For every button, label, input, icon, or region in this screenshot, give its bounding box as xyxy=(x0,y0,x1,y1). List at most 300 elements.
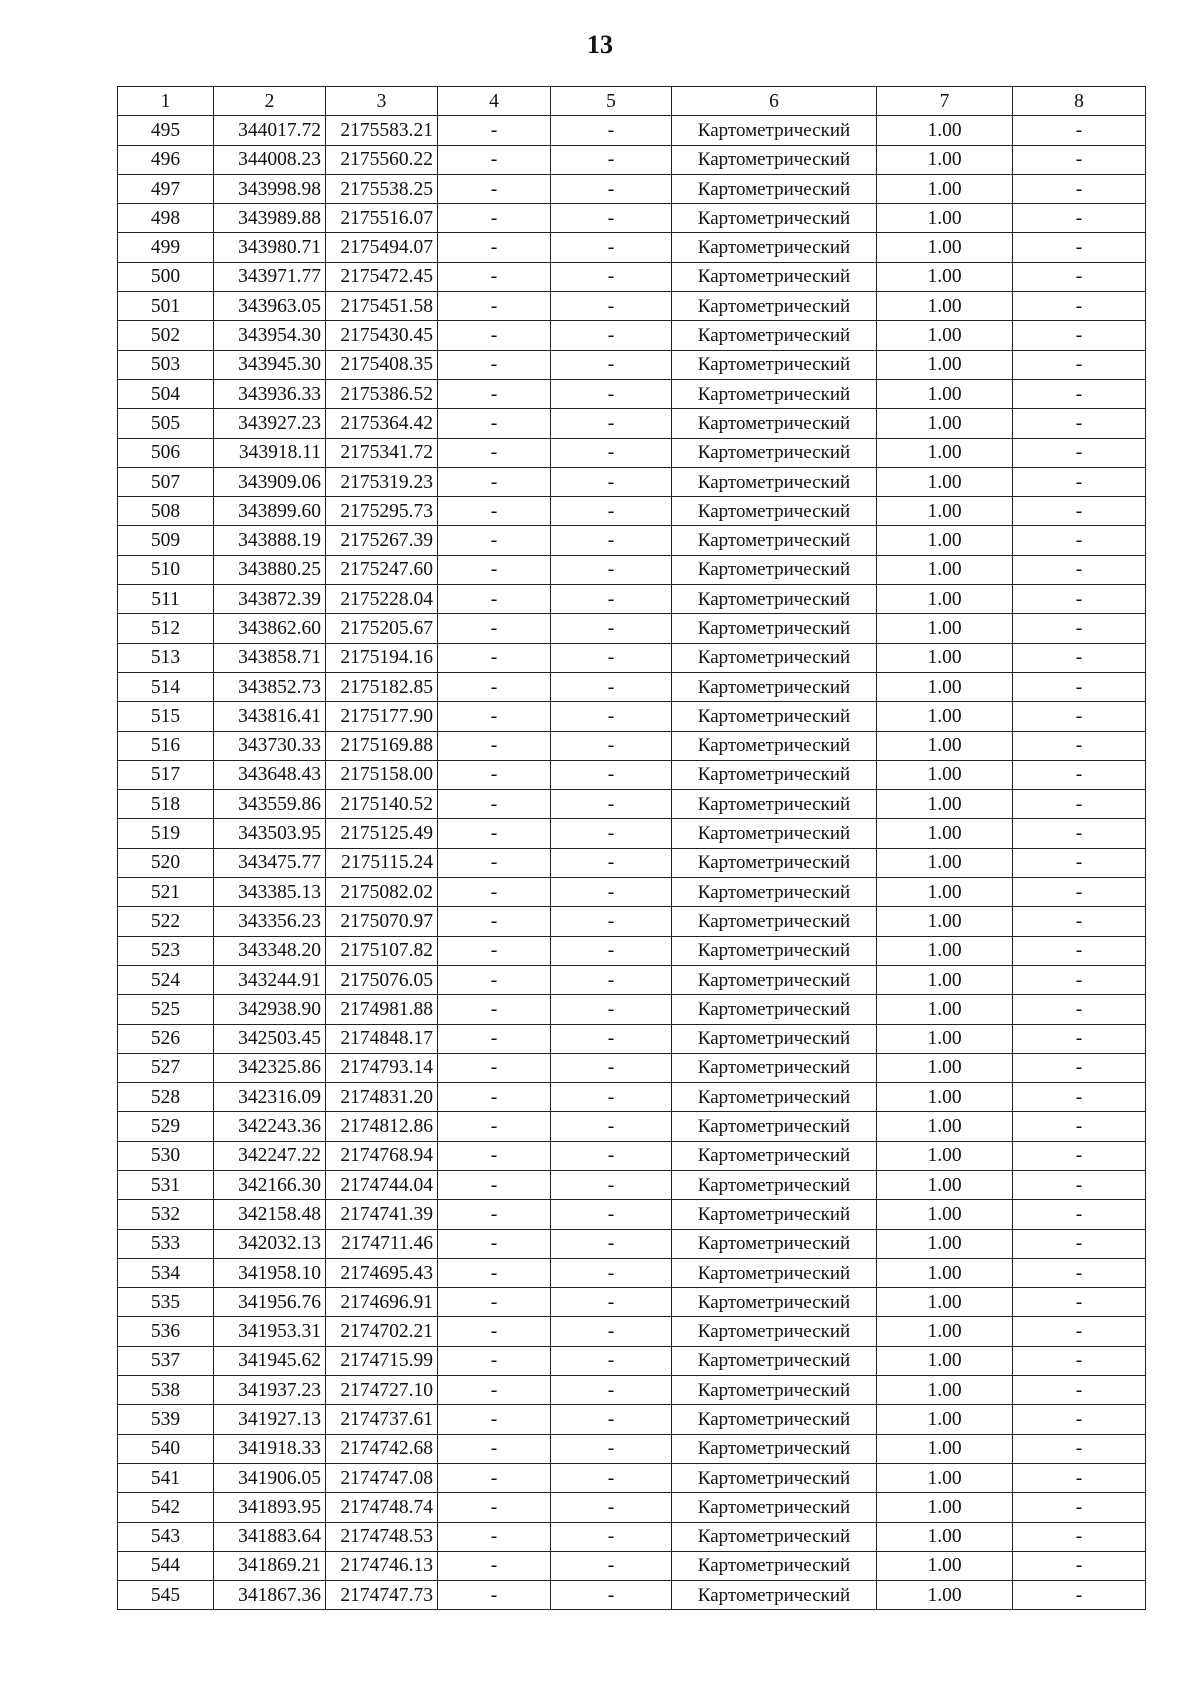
method-cell: Картометрический xyxy=(672,1141,877,1170)
col8-cell: - xyxy=(1013,760,1146,789)
y-coordinate-cell: 2175076.05 xyxy=(326,965,438,994)
y-coordinate-cell: 2175070.97 xyxy=(326,907,438,936)
table-row xyxy=(118,790,1146,819)
x-coordinate-cell: 342503.45 xyxy=(214,1024,326,1053)
col5-cell: - xyxy=(551,643,672,672)
y-coordinate-cell: 2175158.00 xyxy=(326,760,438,789)
col4-cell: - xyxy=(438,526,551,555)
method-cell: Картометрический xyxy=(672,233,877,262)
col5-cell: - xyxy=(551,790,672,819)
y-coordinate-cell: 2175194.16 xyxy=(326,643,438,672)
point-number-cell: 509 xyxy=(118,526,214,555)
point-number-cell: 516 xyxy=(118,731,214,760)
table-row xyxy=(118,174,1146,203)
point-number-cell: 518 xyxy=(118,790,214,819)
x-coordinate-cell: 343980.71 xyxy=(214,233,326,262)
method-cell: Картометрический xyxy=(672,1493,877,1522)
method-cell: Картометрический xyxy=(672,1376,877,1405)
method-cell: Картометрический xyxy=(672,1229,877,1258)
accuracy-cell: 1.00 xyxy=(877,1024,1013,1053)
accuracy-cell: 1.00 xyxy=(877,438,1013,467)
x-coordinate-cell: 343888.19 xyxy=(214,526,326,555)
x-coordinate-cell: 341958.10 xyxy=(214,1258,326,1287)
point-number-cell: 514 xyxy=(118,672,214,701)
y-coordinate-cell: 2174747.73 xyxy=(326,1581,438,1610)
method-cell: Картометрический xyxy=(672,907,877,936)
x-coordinate-cell: 343503.95 xyxy=(214,819,326,848)
col5-cell: - xyxy=(551,409,672,438)
x-coordinate-cell: 342158.48 xyxy=(214,1200,326,1229)
col8-cell: - xyxy=(1013,555,1146,584)
col4-cell: - xyxy=(438,1376,551,1405)
accuracy-cell: 1.00 xyxy=(877,1317,1013,1346)
point-number-cell: 506 xyxy=(118,438,214,467)
y-coordinate-cell: 2175472.45 xyxy=(326,262,438,291)
col4-cell: - xyxy=(438,848,551,877)
y-coordinate-cell: 2175107.82 xyxy=(326,936,438,965)
accuracy-cell: 1.00 xyxy=(877,292,1013,321)
x-coordinate-cell: 342316.09 xyxy=(214,1083,326,1112)
accuracy-cell: 1.00 xyxy=(877,643,1013,672)
point-number-cell: 502 xyxy=(118,321,214,350)
y-coordinate-cell: 2175583.21 xyxy=(326,116,438,145)
accuracy-cell: 1.00 xyxy=(877,1053,1013,1082)
col5-cell: - xyxy=(551,174,672,203)
y-coordinate-cell: 2175364.42 xyxy=(326,409,438,438)
col8-cell: - xyxy=(1013,790,1146,819)
point-number-cell: 517 xyxy=(118,760,214,789)
point-number-cell: 498 xyxy=(118,204,214,233)
y-coordinate-cell: 2174793.14 xyxy=(326,1053,438,1082)
x-coordinate-cell: 343559.86 xyxy=(214,790,326,819)
point-number-cell: 508 xyxy=(118,497,214,526)
method-cell: Картометрический xyxy=(672,878,877,907)
col4-cell: - xyxy=(438,1258,551,1287)
accuracy-cell: 1.00 xyxy=(877,1200,1013,1229)
col4-cell: - xyxy=(438,1200,551,1229)
method-cell: Картометрический xyxy=(672,145,877,174)
table-row xyxy=(118,878,1146,907)
col4-cell: - xyxy=(438,1463,551,1492)
accuracy-cell: 1.00 xyxy=(877,1112,1013,1141)
point-number-cell: 535 xyxy=(118,1288,214,1317)
table-row xyxy=(118,233,1146,262)
y-coordinate-cell: 2175341.72 xyxy=(326,438,438,467)
col4-cell: - xyxy=(438,497,551,526)
method-cell: Картометрический xyxy=(672,1288,877,1317)
col4-cell: - xyxy=(438,1024,551,1053)
accuracy-cell: 1.00 xyxy=(877,497,1013,526)
col8-cell: - xyxy=(1013,1581,1146,1610)
col8-cell: - xyxy=(1013,1170,1146,1199)
method-cell: Картометрический xyxy=(672,526,877,555)
x-coordinate-cell: 343945.30 xyxy=(214,350,326,379)
col5-cell: - xyxy=(551,467,672,496)
x-coordinate-cell: 343862.60 xyxy=(214,614,326,643)
table-row xyxy=(118,643,1146,672)
point-number-cell: 544 xyxy=(118,1551,214,1580)
x-coordinate-cell: 343730.33 xyxy=(214,731,326,760)
point-number-cell: 496 xyxy=(118,145,214,174)
point-number-cell: 505 xyxy=(118,409,214,438)
col5-cell: - xyxy=(551,1200,672,1229)
col4-cell: - xyxy=(438,438,551,467)
col4-cell: - xyxy=(438,555,551,584)
point-number-cell: 533 xyxy=(118,1229,214,1258)
col8-cell: - xyxy=(1013,526,1146,555)
col4-cell: - xyxy=(438,350,551,379)
table-row xyxy=(118,1522,1146,1551)
accuracy-cell: 1.00 xyxy=(877,1083,1013,1112)
x-coordinate-cell: 342243.36 xyxy=(214,1112,326,1141)
col5-cell: - xyxy=(551,936,672,965)
method-cell: Картометрический xyxy=(672,350,877,379)
method-cell: Картометрический xyxy=(672,497,877,526)
table-row xyxy=(118,145,1146,174)
method-cell: Картометрический xyxy=(672,672,877,701)
x-coordinate-cell: 343954.30 xyxy=(214,321,326,350)
page-number: 13 xyxy=(587,30,613,59)
col4-cell: - xyxy=(438,467,551,496)
col4-cell: - xyxy=(438,995,551,1024)
table-row xyxy=(118,497,1146,526)
method-cell: Картометрический xyxy=(672,1170,877,1199)
point-number-cell: 507 xyxy=(118,467,214,496)
col5-cell: - xyxy=(551,1463,672,1492)
accuracy-cell: 1.00 xyxy=(877,204,1013,233)
table-row xyxy=(118,409,1146,438)
method-cell: Картометрический xyxy=(672,1258,877,1287)
point-number-cell: 500 xyxy=(118,262,214,291)
point-number-cell: 543 xyxy=(118,1522,214,1551)
col5-cell: - xyxy=(551,1522,672,1551)
x-coordinate-cell: 342247.22 xyxy=(214,1141,326,1170)
table-row xyxy=(118,1376,1146,1405)
col8-cell: - xyxy=(1013,1493,1146,1522)
point-number-cell: 536 xyxy=(118,1317,214,1346)
table-row xyxy=(118,1493,1146,1522)
method-cell: Картометрический xyxy=(672,116,877,145)
y-coordinate-cell: 2174727.10 xyxy=(326,1376,438,1405)
x-coordinate-cell: 341883.64 xyxy=(214,1522,326,1551)
col8-cell: - xyxy=(1013,1288,1146,1317)
col4-cell: - xyxy=(438,1405,551,1434)
table-row xyxy=(118,907,1146,936)
accuracy-cell: 1.00 xyxy=(877,526,1013,555)
x-coordinate-cell: 343356.23 xyxy=(214,907,326,936)
y-coordinate-cell: 2175169.88 xyxy=(326,731,438,760)
point-number-cell: 513 xyxy=(118,643,214,672)
x-coordinate-cell: 344017.72 xyxy=(214,116,326,145)
y-coordinate-cell: 2174812.86 xyxy=(326,1112,438,1141)
col4-cell: - xyxy=(438,1493,551,1522)
col4-cell: - xyxy=(438,1170,551,1199)
method-cell: Картометрический xyxy=(672,1083,877,1112)
table-row xyxy=(118,585,1146,614)
method-cell: Картометрический xyxy=(672,790,877,819)
col4-cell: - xyxy=(438,614,551,643)
method-cell: Картометрический xyxy=(672,438,877,467)
col8-cell: - xyxy=(1013,702,1146,731)
col8-cell: - xyxy=(1013,1317,1146,1346)
col8-cell: - xyxy=(1013,350,1146,379)
x-coordinate-cell: 342938.90 xyxy=(214,995,326,1024)
y-coordinate-cell: 2175082.02 xyxy=(326,878,438,907)
x-coordinate-cell: 341893.95 xyxy=(214,1493,326,1522)
col8-cell: - xyxy=(1013,1551,1146,1580)
col8-cell: - xyxy=(1013,497,1146,526)
accuracy-cell: 1.00 xyxy=(877,1376,1013,1405)
x-coordinate-cell: 342325.86 xyxy=(214,1053,326,1082)
y-coordinate-cell: 2174848.17 xyxy=(326,1024,438,1053)
col5-cell: - xyxy=(551,1083,672,1112)
x-coordinate-cell: 343475.77 xyxy=(214,848,326,877)
y-coordinate-cell: 2175538.25 xyxy=(326,174,438,203)
table-row xyxy=(118,1288,1146,1317)
col8-cell: - xyxy=(1013,145,1146,174)
y-coordinate-cell: 2175205.67 xyxy=(326,614,438,643)
accuracy-cell: 1.00 xyxy=(877,350,1013,379)
x-coordinate-cell: 343852.73 xyxy=(214,672,326,701)
table-row xyxy=(118,702,1146,731)
y-coordinate-cell: 2175408.35 xyxy=(326,350,438,379)
col4-cell: - xyxy=(438,292,551,321)
y-coordinate-cell: 2175267.39 xyxy=(326,526,438,555)
table-row xyxy=(118,1581,1146,1610)
x-coordinate-cell: 343858.71 xyxy=(214,643,326,672)
y-coordinate-cell: 2174741.39 xyxy=(326,1200,438,1229)
table-body xyxy=(118,116,1146,1610)
col5-cell: - xyxy=(551,965,672,994)
column-header: 2 xyxy=(214,87,326,116)
col8-cell: - xyxy=(1013,965,1146,994)
col4-cell: - xyxy=(438,819,551,848)
point-number-cell: 497 xyxy=(118,174,214,203)
col5-cell: - xyxy=(551,1376,672,1405)
col4-cell: - xyxy=(438,672,551,701)
accuracy-cell: 1.00 xyxy=(877,936,1013,965)
point-number-cell: 542 xyxy=(118,1493,214,1522)
point-number-cell: 541 xyxy=(118,1463,214,1492)
col5-cell: - xyxy=(551,995,672,1024)
table-row xyxy=(118,1170,1146,1199)
table-row xyxy=(118,262,1146,291)
y-coordinate-cell: 2174748.74 xyxy=(326,1493,438,1522)
col4-cell: - xyxy=(438,116,551,145)
col5-cell: - xyxy=(551,1258,672,1287)
method-cell: Картометрический xyxy=(672,965,877,994)
accuracy-cell: 1.00 xyxy=(877,819,1013,848)
accuracy-cell: 1.00 xyxy=(877,614,1013,643)
y-coordinate-cell: 2175516.07 xyxy=(326,204,438,233)
col5-cell: - xyxy=(551,1170,672,1199)
col4-cell: - xyxy=(438,907,551,936)
col8-cell: - xyxy=(1013,1141,1146,1170)
col8-cell: - xyxy=(1013,467,1146,496)
col5-cell: - xyxy=(551,907,672,936)
col4-cell: - xyxy=(438,1551,551,1580)
col8-cell: - xyxy=(1013,174,1146,203)
accuracy-cell: 1.00 xyxy=(877,1581,1013,1610)
x-coordinate-cell: 343971.77 xyxy=(214,262,326,291)
accuracy-cell: 1.00 xyxy=(877,672,1013,701)
col8-cell: - xyxy=(1013,379,1146,408)
col8-cell: - xyxy=(1013,585,1146,614)
x-coordinate-cell: 342166.30 xyxy=(214,1170,326,1199)
accuracy-cell: 1.00 xyxy=(877,995,1013,1024)
col4-cell: - xyxy=(438,936,551,965)
col5-cell: - xyxy=(551,526,672,555)
point-number-cell: 521 xyxy=(118,878,214,907)
col4-cell: - xyxy=(438,760,551,789)
method-cell: Картометрический xyxy=(672,409,877,438)
point-number-cell: 526 xyxy=(118,1024,214,1053)
column-header: 8 xyxy=(1013,87,1146,116)
point-number-cell: 510 xyxy=(118,555,214,584)
table-row xyxy=(118,1053,1146,1082)
col8-cell: - xyxy=(1013,292,1146,321)
method-cell: Картометрический xyxy=(672,467,877,496)
column-header: 3 xyxy=(326,87,438,116)
accuracy-cell: 1.00 xyxy=(877,1463,1013,1492)
accuracy-cell: 1.00 xyxy=(877,965,1013,994)
col4-cell: - xyxy=(438,321,551,350)
y-coordinate-cell: 2175295.73 xyxy=(326,497,438,526)
x-coordinate-cell: 343648.43 xyxy=(214,760,326,789)
col8-cell: - xyxy=(1013,819,1146,848)
column-header: 5 xyxy=(551,87,672,116)
method-cell: Картометрический xyxy=(672,1024,877,1053)
col5-cell: - xyxy=(551,321,672,350)
table-row xyxy=(118,555,1146,584)
accuracy-cell: 1.00 xyxy=(877,1170,1013,1199)
coordinates-table xyxy=(117,86,1146,1610)
method-cell: Картометрический xyxy=(672,174,877,203)
method-cell: Картометрический xyxy=(672,1112,877,1141)
method-cell: Картометрический xyxy=(672,1463,877,1492)
point-number-cell: 525 xyxy=(118,995,214,1024)
table-row xyxy=(118,731,1146,760)
accuracy-cell: 1.00 xyxy=(877,409,1013,438)
y-coordinate-cell: 2175319.23 xyxy=(326,467,438,496)
method-cell: Картометрический xyxy=(672,848,877,877)
col8-cell: - xyxy=(1013,1229,1146,1258)
y-coordinate-cell: 2175182.85 xyxy=(326,672,438,701)
point-number-cell: 523 xyxy=(118,936,214,965)
y-coordinate-cell: 2174715.99 xyxy=(326,1346,438,1375)
accuracy-cell: 1.00 xyxy=(877,321,1013,350)
y-coordinate-cell: 2175247.60 xyxy=(326,555,438,584)
method-cell: Картометрический xyxy=(672,1522,877,1551)
method-cell: Картометрический xyxy=(672,731,877,760)
accuracy-cell: 1.00 xyxy=(877,1258,1013,1287)
col8-cell: - xyxy=(1013,848,1146,877)
col5-cell: - xyxy=(551,350,672,379)
table-row xyxy=(118,1112,1146,1141)
y-coordinate-cell: 2175386.52 xyxy=(326,379,438,408)
table-row xyxy=(118,1200,1146,1229)
method-cell: Картометрический xyxy=(672,995,877,1024)
col8-cell: - xyxy=(1013,672,1146,701)
point-number-cell: 530 xyxy=(118,1141,214,1170)
table-row xyxy=(118,526,1146,555)
method-cell: Картометрический xyxy=(672,1551,877,1580)
col8-cell: - xyxy=(1013,1083,1146,1112)
accuracy-cell: 1.00 xyxy=(877,702,1013,731)
point-number-cell: 531 xyxy=(118,1170,214,1199)
col5-cell: - xyxy=(551,1434,672,1463)
point-number-cell: 538 xyxy=(118,1376,214,1405)
column-number-row xyxy=(118,87,1146,116)
accuracy-cell: 1.00 xyxy=(877,848,1013,877)
col5-cell: - xyxy=(551,819,672,848)
y-coordinate-cell: 2174768.94 xyxy=(326,1141,438,1170)
x-coordinate-cell: 341956.76 xyxy=(214,1288,326,1317)
col8-cell: - xyxy=(1013,1346,1146,1375)
col5-cell: - xyxy=(551,1053,672,1082)
col5-cell: - xyxy=(551,585,672,614)
table-row xyxy=(118,467,1146,496)
col8-cell: - xyxy=(1013,1434,1146,1463)
accuracy-cell: 1.00 xyxy=(877,1346,1013,1375)
col8-cell: - xyxy=(1013,204,1146,233)
col8-cell: - xyxy=(1013,1405,1146,1434)
method-cell: Картометрический xyxy=(672,614,877,643)
y-coordinate-cell: 2175177.90 xyxy=(326,702,438,731)
x-coordinate-cell: 343385.13 xyxy=(214,878,326,907)
x-coordinate-cell: 343872.39 xyxy=(214,585,326,614)
accuracy-cell: 1.00 xyxy=(877,585,1013,614)
y-coordinate-cell: 2174742.68 xyxy=(326,1434,438,1463)
method-cell: Картометрический xyxy=(672,555,877,584)
method-cell: Картометрический xyxy=(672,702,877,731)
col5-cell: - xyxy=(551,760,672,789)
col8-cell: - xyxy=(1013,878,1146,907)
table-row xyxy=(118,1317,1146,1346)
col5-cell: - xyxy=(551,702,672,731)
y-coordinate-cell: 2175494.07 xyxy=(326,233,438,262)
method-cell: Картометрический xyxy=(672,1317,877,1346)
col4-cell: - xyxy=(438,731,551,760)
accuracy-cell: 1.00 xyxy=(877,174,1013,203)
y-coordinate-cell: 2175140.52 xyxy=(326,790,438,819)
table-row xyxy=(118,1024,1146,1053)
x-coordinate-cell: 344008.23 xyxy=(214,145,326,174)
table-row xyxy=(118,204,1146,233)
col8-cell: - xyxy=(1013,1376,1146,1405)
col8-cell: - xyxy=(1013,936,1146,965)
point-number-cell: 534 xyxy=(118,1258,214,1287)
method-cell: Картометрический xyxy=(672,936,877,965)
x-coordinate-cell: 342032.13 xyxy=(214,1229,326,1258)
x-coordinate-cell: 341953.31 xyxy=(214,1317,326,1346)
point-number-cell: 511 xyxy=(118,585,214,614)
col4-cell: - xyxy=(438,233,551,262)
table-row xyxy=(118,614,1146,643)
method-cell: Картометрический xyxy=(672,1346,877,1375)
y-coordinate-cell: 2174711.46 xyxy=(326,1229,438,1258)
table-row xyxy=(118,848,1146,877)
accuracy-cell: 1.00 xyxy=(877,907,1013,936)
col5-cell: - xyxy=(551,1405,672,1434)
method-cell: Картометрический xyxy=(672,292,877,321)
method-cell: Картометрический xyxy=(672,1434,877,1463)
col5-cell: - xyxy=(551,1024,672,1053)
col4-cell: - xyxy=(438,1229,551,1258)
x-coordinate-cell: 341927.13 xyxy=(214,1405,326,1434)
col8-cell: - xyxy=(1013,1112,1146,1141)
col5-cell: - xyxy=(551,497,672,526)
